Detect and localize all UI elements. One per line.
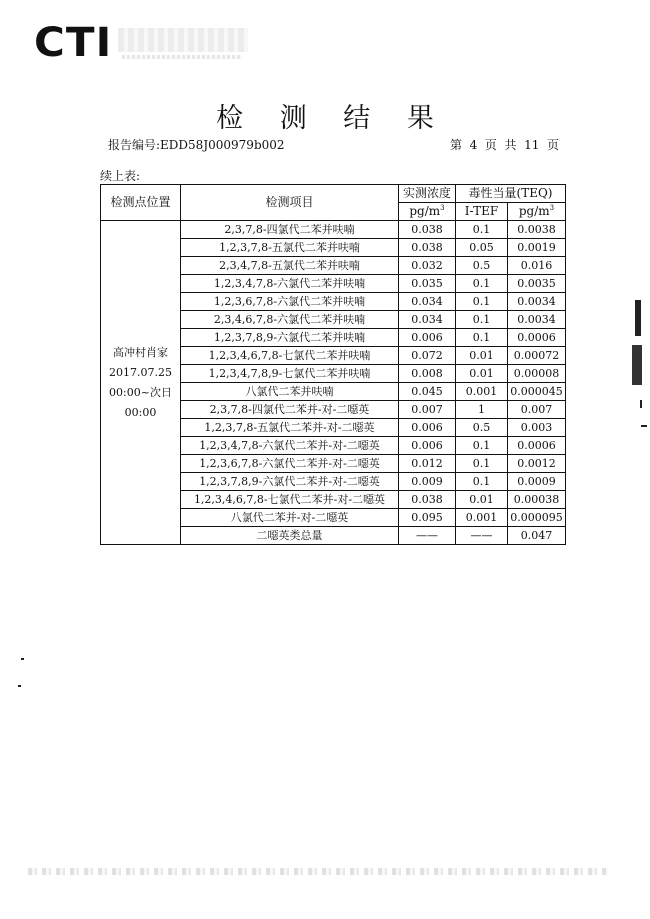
item-cell: 2,3,4,6,7,8-六氯代二苯并呋喃 xyxy=(181,311,399,329)
tef-cell: 0.1 xyxy=(456,311,508,329)
concentration-cell: 0.095 xyxy=(399,509,456,527)
tef-cell: 0.1 xyxy=(456,275,508,293)
tef-cell: 0.001 xyxy=(456,383,508,401)
concentration-cell: 0.038 xyxy=(399,221,456,239)
tef-cell: 0.1 xyxy=(456,455,508,473)
concentration-cell: 0.009 xyxy=(399,473,456,491)
teq-cell: 0.0006 xyxy=(508,329,566,347)
scan-mark xyxy=(18,685,21,687)
item-cell: 1,2,3,7,8-五氯代二苯并-对-二噁英 xyxy=(181,419,399,437)
report-number-label: 报告编号: xyxy=(108,138,161,152)
header-tef: I-TEF xyxy=(456,203,508,221)
header-measured-unit: $pg/m^3$ xyxy=(399,203,456,221)
location-line1: 高冲村肖家 xyxy=(113,345,168,359)
cti-logo: CTI xyxy=(34,20,113,66)
item-cell: 1,2,3,4,7,8-六氯代二苯并呋喃 xyxy=(181,275,399,293)
teq-cell: 0.00038 xyxy=(508,491,566,509)
teq-cell: 0.0035 xyxy=(508,275,566,293)
concentration-cell: 0.006 xyxy=(399,329,456,347)
item-cell: 1,2,3,4,6,7,8-七氯代二苯并呋喃 xyxy=(181,347,399,365)
results-table xyxy=(100,184,566,545)
concentration-cell: 0.038 xyxy=(399,491,456,509)
tef-cell: 0.1 xyxy=(456,293,508,311)
teq-cell: 0.0034 xyxy=(508,311,566,329)
teq-cell: 0.047 xyxy=(508,527,566,545)
footer-faded-text xyxy=(28,868,608,875)
teq-cell: 0.007 xyxy=(508,401,566,419)
item-cell: 1,2,3,6,7,8-六氯代二苯并-对-二噁英 xyxy=(181,455,399,473)
teq-cell: 0.016 xyxy=(508,257,566,275)
tef-cell: 0.5 xyxy=(456,257,508,275)
report-number-value: EDD58J000979b002 xyxy=(160,138,285,152)
tef-cell: 0.1 xyxy=(456,221,508,239)
item-cell: 二噁英类总量 xyxy=(181,527,399,545)
concentration-cell: 0.038 xyxy=(399,239,456,257)
header-row-1 xyxy=(101,185,566,203)
scan-mark xyxy=(635,300,641,336)
document-title: 检 测 结 果 xyxy=(216,103,448,134)
concentration-cell: 0.012 xyxy=(399,455,456,473)
item-cell: 1,2,3,4,6,7,8-七氯代二苯并-对-二噁英 xyxy=(181,491,399,509)
concentration-cell: 0.045 xyxy=(399,383,456,401)
concentration-cell: 0.008 xyxy=(399,365,456,383)
teq-cell: 0.0006 xyxy=(508,437,566,455)
teq-cell: 0.00072 xyxy=(508,347,566,365)
tef-cell: 0.05 xyxy=(456,239,508,257)
header-location: 检测点位置 xyxy=(101,185,181,221)
report-number xyxy=(108,136,285,153)
concentration-cell: 0.007 xyxy=(399,401,456,419)
scan-mark xyxy=(21,658,24,660)
concentration-cell: 0.072 xyxy=(399,347,456,365)
tef-cell: 0.01 xyxy=(456,491,508,509)
item-cell: 八氯代二苯并-对-二噁英 xyxy=(181,509,399,527)
item-cell: 2,3,4,7,8-五氯代二苯并呋喃 xyxy=(181,257,399,275)
item-cell: 八氯代二苯并呋喃 xyxy=(181,383,399,401)
teq-cell: 0.0034 xyxy=(508,293,566,311)
header-item: 检测项目 xyxy=(181,185,399,221)
teq-cell: 0.0019 xyxy=(508,239,566,257)
item-cell: 2,3,7,8-四氯代二苯并-对-二噁英 xyxy=(181,401,399,419)
location-line3: 00:00~次日 xyxy=(109,385,172,399)
tef-cell: 1 xyxy=(456,401,508,419)
teq-cell: 0.00008 xyxy=(508,365,566,383)
concentration-cell: 0.034 xyxy=(399,293,456,311)
tef-cell: 0.1 xyxy=(456,473,508,491)
concentration-cell: 0.006 xyxy=(399,437,456,455)
logo-faded-text xyxy=(118,28,248,52)
scan-mark xyxy=(640,400,642,408)
tef-cell: 0.01 xyxy=(456,347,508,365)
header-measured: 实测浓度 xyxy=(399,185,456,203)
header-teq-unit: $pg/m^3$ xyxy=(508,203,566,221)
location-cell xyxy=(101,221,181,545)
tef-cell: 0.001 xyxy=(456,509,508,527)
concentration-cell: —— xyxy=(399,527,456,545)
item-cell: 1,2,3,7,8,9-六氯代二苯并呋喃 xyxy=(181,329,399,347)
continued-label: 续上表: xyxy=(100,169,141,183)
concentration-cell: 0.034 xyxy=(399,311,456,329)
tef-cell: 0.01 xyxy=(456,365,508,383)
item-cell: 1,2,3,7,8,9-六氯代二苯并-对-二噁英 xyxy=(181,473,399,491)
teq-cell: 0.0038 xyxy=(508,221,566,239)
concentration-cell: 0.006 xyxy=(399,419,456,437)
teq-cell: 0.000095 xyxy=(508,509,566,527)
teq-cell: 0.003 xyxy=(508,419,566,437)
teq-cell: 0.000045 xyxy=(508,383,566,401)
concentration-cell: 0.032 xyxy=(399,257,456,275)
logo-faded-subtext xyxy=(122,55,242,59)
item-cell: 1,2,3,6,7,8-六氯代二苯并呋喃 xyxy=(181,293,399,311)
tef-cell: —— xyxy=(456,527,508,545)
concentration-cell: 0.035 xyxy=(399,275,456,293)
scan-mark xyxy=(641,425,647,427)
page-info: 第 4 页 共 11 页 xyxy=(450,138,560,152)
tef-cell: 0.5 xyxy=(456,419,508,437)
tef-cell: 0.1 xyxy=(456,329,508,347)
item-cell: 1,2,3,4,7,8,9-七氯代二苯并呋喃 xyxy=(181,365,399,383)
item-cell: 1,2,3,4,7,8-六氯代二苯并-对-二噁英 xyxy=(181,437,399,455)
item-cell: 2,3,7,8-四氯代二苯并呋喃 xyxy=(181,221,399,239)
tef-cell: 0.1 xyxy=(456,437,508,455)
location-line4: 00:00 xyxy=(124,405,157,419)
teq-cell: 0.0009 xyxy=(508,473,566,491)
scan-mark xyxy=(632,345,642,385)
location-line2: 2017.07.25 xyxy=(109,365,172,379)
item-cell: 1,2,3,7,8-五氯代二苯并呋喃 xyxy=(181,239,399,257)
teq-cell: 0.0012 xyxy=(508,455,566,473)
header-teq: 毒性当量(TEQ) xyxy=(456,185,566,203)
table-row xyxy=(101,221,566,239)
